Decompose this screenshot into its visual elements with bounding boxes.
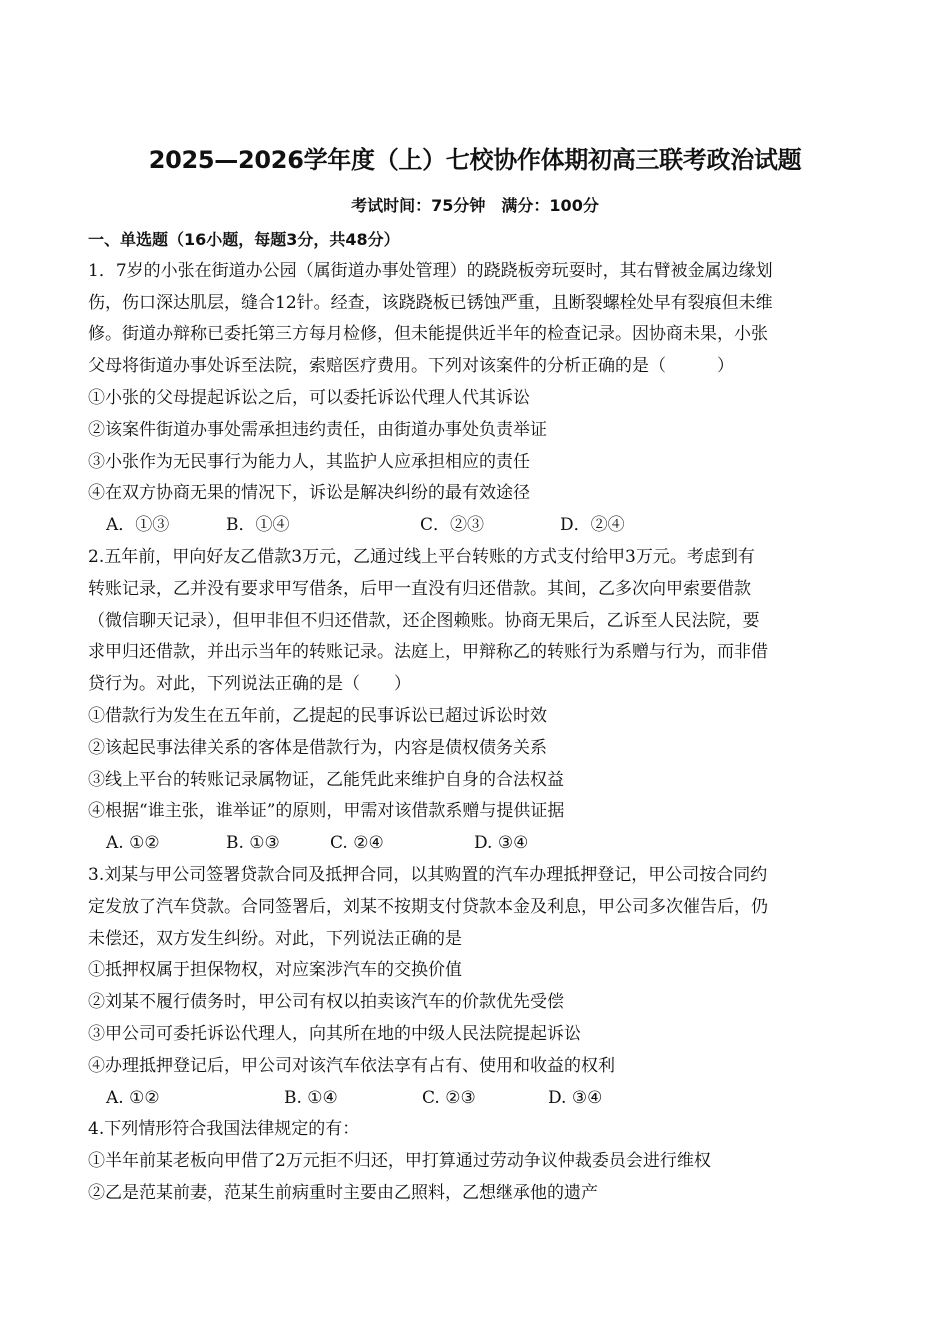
statement-item: ③甲公司可委托诉讼代理人，向其所在地的中级人民法院提起诉讼	[88, 1023, 581, 1044]
question-stem-line: 转账记录，乙并没有要求甲写借条，后甲一直没有归还借款。其间，乙多次向甲索要借款	[88, 578, 751, 599]
statement-item: ④在双方协商无果的情况下，诉讼是解决纠纷的最有效途径	[88, 483, 530, 504]
answer-options	[88, 1083, 868, 1115]
option-b: B. ①④	[284, 1087, 338, 1108]
statement-item: ②刘某不履行债务时，甲公司有权以拍卖该汽车的价款优先受偿	[88, 992, 564, 1013]
option-a: A. ①②	[106, 1087, 160, 1108]
section-heading: 一、单选题（16小题，每题3分，共48分）	[88, 230, 400, 249]
question-stem-line: 定发放了汽车贷款。合同签署后，刘某不按期支付贷款本金及利息，甲公司多次催告后，仍	[88, 896, 768, 917]
option-b: B．①④	[226, 515, 290, 536]
exam-meta: 考试时间：75分钟 满分：100分	[351, 196, 599, 215]
question-stem-line: 修。街道办辩称已委托第三方每月检修，但未能提供近半年的检查记录。因协商未果，小张	[88, 324, 768, 345]
option-c: C. ②③	[422, 1087, 476, 1108]
option-d: D. ③④	[474, 833, 529, 854]
statement-item: ③线上平台的转账记录属物证，乙能凭此来维护自身的合法权益	[88, 769, 564, 790]
question-2	[88, 542, 868, 860]
statement-item: ②乙是范某前妻，范某生前病重时主要由乙照料，乙想继承他的遗产	[88, 1182, 598, 1203]
question-stem-line: 3.刘某与甲公司签署贷款合同及抵押合同，以其购置的汽车办理抵押登记，甲公司按合同约	[88, 864, 768, 885]
question-stem-line: 2.五年前，甲向好友乙借款3万元，乙通过线上平台转账的方式支付给甲3万元。考虑到有	[88, 546, 755, 567]
exam-content	[88, 224, 868, 1210]
exam-title: 2025—2026学年度（上）七校协作体期初高三联考政治试题	[148, 146, 802, 174]
question-stem-line: 求甲归还借款，并出示当年的转账记录。法庭上，甲辩称乙的转账行为系赠与行为，而非借	[88, 642, 768, 663]
question-stem-line: 父母将街道办事处诉至法院，索赔医疗费用。下列对该案件的分析正确的是（ ）	[88, 356, 734, 377]
option-b: B. ①③	[226, 833, 280, 854]
question-stem-line: 未偿还，双方发生纠纷。对此，下列说法正确的是	[88, 928, 462, 949]
question-stem-line: 1．7岁的小张在街道办公园（属街道办事处管理）的跷跷板旁玩耍时，其右臂被金属边缘划	[88, 260, 773, 281]
option-a: A．①③	[106, 515, 170, 536]
option-d: D．②④	[560, 515, 625, 536]
statement-item: ①小张的父母提起诉讼之后，可以委托诉讼代理人代其诉讼	[88, 387, 530, 408]
option-a: A. ①②	[106, 833, 160, 854]
question-stem-line: 伤，伤口深达肌层，缝合12针。经查，该跷跷板已锈蚀严重，且断裂螺栓处早有裂痕但未维	[88, 292, 773, 313]
statement-item: ①半年前某老板向甲借了2万元拒不归还，甲打算通过劳动争议仲裁委员会进行维权	[88, 1151, 711, 1172]
answer-options	[88, 828, 868, 860]
option-d: D. ③④	[548, 1087, 603, 1108]
statement-item: ①借款行为发生在五年前，乙提起的民事诉讼已超过诉讼时效	[88, 705, 547, 726]
option-c: C. ②④	[330, 833, 384, 854]
statement-item: ②该案件街道办事处需承担违约责任，由街道办事处负责举证	[88, 419, 547, 440]
statement-item: ④办理抵押登记后，甲公司对该汽车依法享有占有、使用和收益的权利	[88, 1055, 615, 1076]
statement-item: ④根据“谁主张，谁举证”的原则，甲需对该借款系赠与提供证据	[88, 801, 565, 822]
answer-options	[88, 510, 868, 542]
option-c: C．②③	[420, 515, 485, 536]
question-stem-line: 贷行为。对此，下列说法正确的是（ ）	[88, 674, 411, 695]
question-4	[88, 1114, 868, 1209]
question-stem-line: （微信聊天记录），但甲非但不归还借款，还企图赖账。协商无果后，乙诉至人民法院，要	[88, 610, 760, 631]
statement-item: ②该起民事法律关系的客体是借款行为，内容是债权债务关系	[88, 737, 547, 758]
statement-item: ①抵押权属于担保物权，对应案涉汽车的交换价值	[88, 960, 462, 981]
question-3	[88, 860, 868, 1114]
statement-item: ③小张作为无民事行为能力人，其监护人应承担相应的责任	[88, 451, 530, 472]
question-1	[88, 256, 868, 542]
question-stem-line: 4.下列情形符合我国法律规定的有：	[88, 1119, 360, 1140]
